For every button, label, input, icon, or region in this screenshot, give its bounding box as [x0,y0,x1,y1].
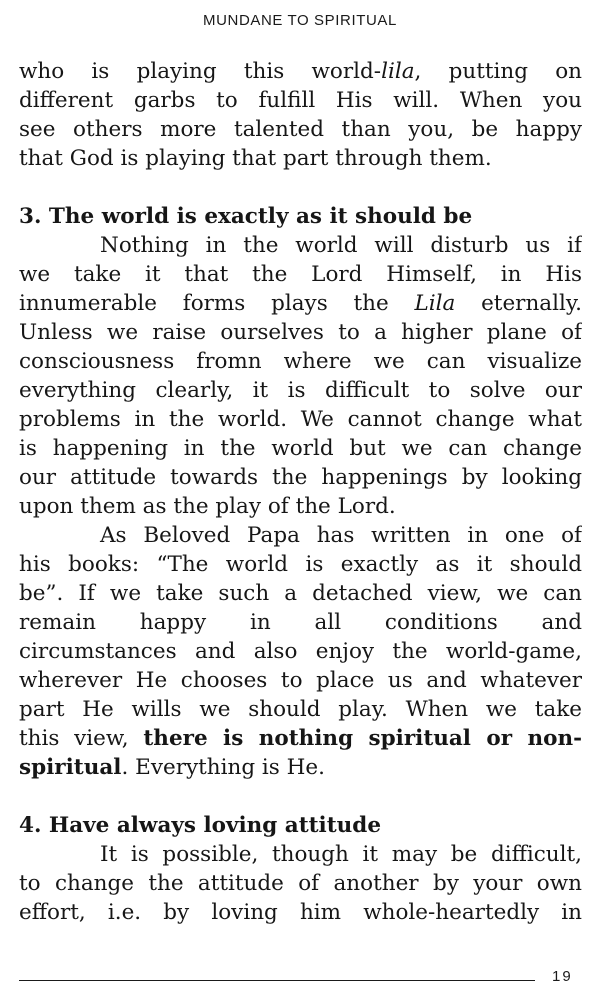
text-line: consciousness fromn where we can visualize [19,349,582,374]
text-line: to change the attitude of another by your own [19,871,582,896]
italic-term: Lila [414,291,456,316]
text-line: this view, there is nothing spiritual or non- [19,726,582,751]
text-line: It is possible, though it may be difficult, [100,842,582,867]
text-line: innumerable forms plays the Lila eternally. [19,291,582,316]
text-line: effort, i.e. by loving him whole-heartedly in [19,900,582,925]
text-line: our attitude towards the happenings by looking [19,465,582,490]
text-line: his books: “The world is exactly as it should [19,552,582,577]
page-body [19,57,582,927]
text-line: Unless we raise ourselves to a higher plane of [19,320,582,345]
running-head: MUNDANE TO SPIRITUAL [203,12,397,29]
footer-rule [19,980,535,981]
text-line: circumstances and also enjoy the world-game, [19,639,582,664]
text-line: As Beloved Papa has written in one of [100,523,582,548]
text-line: problems in the world. We cannot change what [19,407,582,432]
text-line: be”. If we take such a detached view, we can [19,581,582,606]
text-line: see others more talented than you, be happy [19,117,582,142]
text-line: everything clearly, it is difficult to solve our [19,378,582,403]
text-line: Nothing in the world will disturb us if [100,233,582,258]
section-heading: 4. Have always loving attitude [19,813,382,838]
text-line: spiritual. Everything is He. [19,755,325,780]
page-number: 19 [552,968,573,985]
text-line: who is playing this world-lila, putting on [19,59,582,84]
text-line: remain happy in all conditions and [19,610,582,635]
text-line: that God is playing that part through them. [19,146,492,171]
text-line: is happening in the world but we can change [19,436,582,461]
section-heading: 3. The world is exactly as it should be [19,204,473,229]
italic-term: lila [381,59,415,84]
bold-emphasis: there is nothing spiritual or non- [143,726,582,751]
text-line: different garbs to fulfill His will. When you [19,88,582,113]
text-line: part He wills we should play. When we take [19,697,582,722]
text-line: wherever He chooses to place us and whatever [19,668,582,693]
text-line: upon them as the play of the Lord. [19,494,396,519]
text-line: we take it that the Lord Himself, in His [19,262,582,287]
bold-emphasis: spiritual [19,755,122,780]
